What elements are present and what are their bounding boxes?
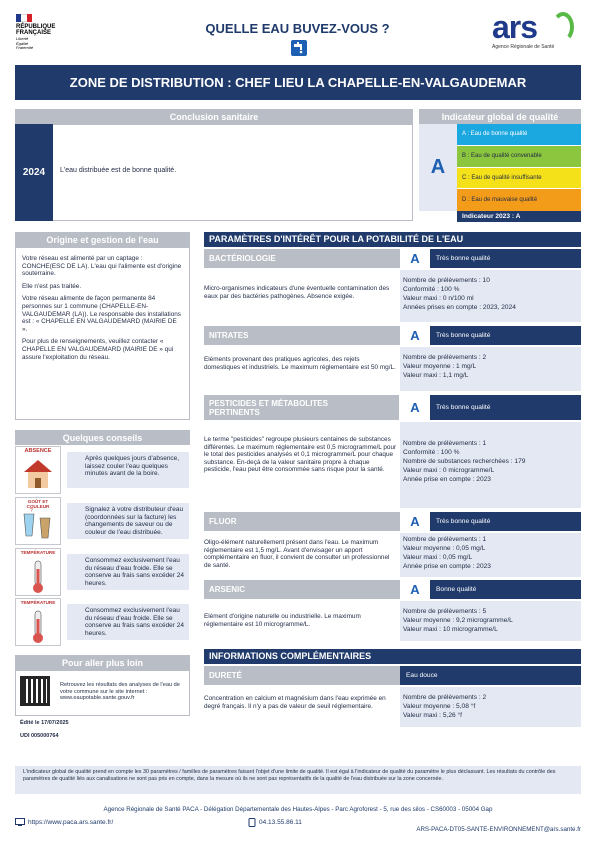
page-title: QUELLE EAU BUVEZ-VOUS ? bbox=[205, 21, 390, 36]
edited-date: Édité le 17/07/2025 bbox=[20, 720, 69, 726]
tip-absence-label: ABSENCE bbox=[24, 448, 52, 454]
indicator-scale bbox=[457, 124, 581, 211]
footnote: L'indicateur global de qualité prend en compte les 30 paramètres / familles de paramètres faisant l'objet d'une limite de qualité. Il est égal à l'indicateur de qualité du paramètre le plus déclassant. Les résultats du contrôle des paramètres de qualité liés aux canalisations ne sont pas pris en compte, dans la mesure où ils ne sont pas représentatifs de la qualité de l'eau distribuée sur la zone concernée. bbox=[15, 766, 581, 794]
param-pesticides-stat: Conformité : 100 % bbox=[403, 449, 460, 456]
param-nitrates-desc: Eléments provenant des pratiques agricoles, des rejets domestiques et industriels. Le maximum réglementaire est 50 mg/L. bbox=[204, 356, 396, 371]
indicator-footer: Indicateur 2023 : A bbox=[457, 211, 581, 222]
param-bacteriologie-stat: Années prises en compte : 2023, 2024 bbox=[403, 304, 516, 311]
scale-a: A : Eau de bonne qualité bbox=[457, 124, 581, 146]
param-fluor-stat: Année prise en compte : 2023 bbox=[403, 563, 491, 570]
info-durete-stat: Valeur moyenne : 5,08 °f bbox=[403, 703, 476, 710]
info-header: INFORMATIONS COMPLÉMENTAIRES bbox=[204, 649, 581, 664]
info-durete-stats bbox=[400, 687, 581, 727]
zone-title: ZONE DE DISTRIBUTION : CHEF LIEU LA CHAPELLE-EN-VALGAUDEMAR bbox=[69, 75, 527, 90]
gov-motto1: Liberté bbox=[16, 36, 29, 41]
param-pesticides-grade: A bbox=[400, 395, 430, 420]
tip-absence-picture bbox=[15, 446, 61, 494]
indicator-grade: A bbox=[430, 156, 446, 178]
param-fluor-stats bbox=[400, 533, 581, 577]
gov-motto3: Fraternité bbox=[16, 45, 34, 50]
param-fluor-grade-label: Très bonne qualité bbox=[430, 512, 581, 531]
footer-phone bbox=[248, 818, 302, 827]
footer-website-link[interactable] bbox=[15, 818, 113, 826]
gov-line2: FRANÇAISE bbox=[16, 30, 52, 36]
website-icon bbox=[15, 818, 25, 826]
house-icon bbox=[16, 455, 60, 493]
origin-p4: Pour plus de renseignements, veuillez contacter « CHAPELLE EN VALGAUDEMARD (MAIRIE DE » qui assure l'exploitation du réseau. bbox=[22, 338, 174, 361]
tips-header: Quelques conseils bbox=[15, 430, 190, 445]
param-bacteriologie-stats bbox=[400, 270, 581, 322]
info-durete-stat: Valeur maxi : 5,26 °f bbox=[403, 712, 462, 719]
thermometer-icon bbox=[16, 607, 60, 645]
param-arsenic-stats bbox=[400, 601, 581, 641]
origin-p2: Elle n'est pas traitée. bbox=[22, 282, 82, 290]
tip-temperature-1-picture bbox=[15, 548, 61, 596]
param-pesticides-name bbox=[204, 395, 399, 420]
param-fluor-name: FLUOR bbox=[204, 512, 581, 531]
footer-email[interactable]: ARS-PACA-DT05-SANTE-ENVIRONNEMENT@ars.sante.fr bbox=[416, 826, 581, 833]
info-durete-desc: Concentration en calcium et magnésium dans l'eau exprimée en degré français. Il n'y a pas de valeur de seuil réglementaire. bbox=[204, 695, 386, 710]
param-bacteriologie-grade-label: Très bonne qualité bbox=[430, 249, 581, 268]
marianne-flag-icon bbox=[16, 14, 32, 22]
param-nitrates-name: NITRATES bbox=[204, 326, 581, 345]
origin-p3: Votre réseau alimente de façon permanente 84 personnes sur 1 commune (CHAPELLE-EN-VALGAUDEMAR (LA)). Le responsable des installations est : « CHAPELLE EN VALGAUDEMARD (MAIRIE DE ». bbox=[22, 295, 182, 333]
footer-agency: Agence Régionale de Santé PACA - Délégation Départementale des Hautes-Alpes - Parc Agroforest - 5, rue des silos - CS60003 - 05004 Gap bbox=[103, 806, 493, 813]
indicator-header: Indicateur global de qualité bbox=[419, 109, 581, 124]
param-fluor-stat: Valeur maxi : 0,05 mg/L bbox=[403, 554, 473, 561]
tip-absence bbox=[15, 446, 190, 494]
param-fluor-stat: Valeur moyenne : 0,05 mg/L bbox=[403, 545, 486, 552]
info-durete-grade-label: Eau douce bbox=[400, 666, 581, 685]
param-nitrates-grade: A bbox=[400, 326, 430, 345]
param-pesticides-stat: Valeur maxi : 0 microgramme/L bbox=[403, 467, 495, 474]
glasses-icon bbox=[16, 506, 60, 544]
footer-phone-number: 04.13.55.86.11 bbox=[259, 819, 302, 826]
param-nitrates-stat: Valeur maxi : 1,1 mg/L bbox=[403, 372, 469, 379]
param-nitrates-stat: Valeur moyenne : 1 mg/L bbox=[403, 363, 477, 370]
param-arsenic-stat: Valeur maxi : 10 microgramme/L bbox=[403, 626, 498, 633]
origin-header: Origine et gestion de l'eau bbox=[15, 232, 190, 247]
footer-email-link[interactable] bbox=[375, 818, 581, 836]
conclusion-year: 2024 bbox=[15, 124, 53, 221]
params-header: PARAMÈTRES D'INTÉRÊT POUR LA POTABILITÉ DE L'EAU bbox=[204, 232, 581, 247]
government-logo bbox=[16, 14, 76, 54]
param-bacteriologie-grade: A bbox=[400, 249, 430, 268]
tip-temperature-2-picture bbox=[15, 598, 61, 646]
param-arsenic-desc: Elément d'origine naturelle ou industrielle. Le maximum réglementaire est 10 microgramme/L. bbox=[204, 613, 361, 628]
origin-p1: Votre réseau est alimenté par un captage : CONCHE(ESC DE LA). L'eau qui l'alimente est d'origine souterraine. bbox=[22, 255, 182, 278]
tip-taste bbox=[15, 497, 190, 545]
param-fluor-desc: Oligo-élément naturellement présent dans l'eau. Le maximum réglementaire est 1,5 mg/L. Avant d'envisager un apport complémentaire en fluor, il convient de consulter un professionnel de santé. bbox=[204, 539, 390, 569]
scale-b: B : Eau de qualité convenable bbox=[457, 146, 581, 168]
conclusion-header: Conclusion sanitaire bbox=[15, 109, 413, 124]
param-nitrates-stats bbox=[400, 347, 581, 391]
tip-temperature-1-text: Consommez exclusivement l'eau du réseau d'eau froide. Elle se conserve au frais sans excéder 24 heures. bbox=[67, 554, 189, 590]
ars-logo bbox=[492, 9, 582, 54]
param-nitrates-grade-label: Très bonne qualité bbox=[430, 326, 581, 345]
conclusion-text: L'eau distribuée est de bonne qualité. bbox=[60, 167, 177, 174]
gov-motto2: Égalité bbox=[16, 40, 29, 46]
info-durete-name: DURETÉ bbox=[204, 666, 400, 685]
param-arsenic-stat: Valeur moyenne : 9,2 microgramme/L bbox=[403, 617, 513, 624]
zone-title-bar bbox=[15, 65, 581, 100]
udi-code: UDI 005000764 bbox=[20, 733, 59, 739]
footer-website[interactable]: https://www.paca.ars.sante.fr/ bbox=[28, 818, 114, 826]
qr-code-icon[interactable] bbox=[20, 676, 50, 706]
thermometer-icon bbox=[16, 557, 60, 595]
tap-water-icon bbox=[291, 40, 307, 56]
param-arsenic-grade-label: Bonne qualité bbox=[430, 580, 581, 599]
param-bacteriologie-desc: Micro-organismes indicateurs d'une éventuelle contamination des eaux par des bactéries pathogènes. Absence exigée. bbox=[204, 285, 390, 300]
param-bacteriologie-name: BACTÉRIOLOGIE bbox=[204, 249, 581, 268]
param-bacteriologie-stat: Valeur maxi : 0 n/100 ml bbox=[403, 295, 474, 302]
param-bacteriologie-stat: Nombre de prélèvements : 10 bbox=[403, 277, 490, 284]
ars-logo-swirl bbox=[552, 12, 574, 42]
param-arsenic-grade: A bbox=[400, 580, 430, 599]
further-header: Pour aller plus loin bbox=[15, 655, 190, 670]
further-text: Retrouvez les résultats des analyses de l'eau de votre commune sur le site internet : www.eaupotable.sante.gouv.fr bbox=[60, 682, 180, 702]
param-bacteriologie-stat: Conformité : 100 % bbox=[403, 286, 460, 293]
ars-subtitle: Agence Régionale de Santé bbox=[492, 44, 555, 50]
param-fluor-grade: A bbox=[400, 512, 430, 531]
tip-temperature-2 bbox=[15, 598, 190, 646]
param-pesticides-label: PESTICIDES ET MÉTABOLITES PERTINENTS bbox=[209, 398, 328, 417]
tip-absence-text: Après quelques jours d'absence, laissez couler l'eau quelques minutes avant de la boire. bbox=[67, 452, 189, 488]
tip-temperature-2-label: TEMPÉRATURE bbox=[20, 600, 56, 605]
origin-panel bbox=[15, 247, 190, 420]
scale-c: C : Eau de qualité insuffisante bbox=[457, 168, 581, 190]
svg-text:?: ? bbox=[30, 508, 33, 514]
gov-line1: RÉPUBLIQUE bbox=[16, 24, 56, 30]
indicator-grade-box bbox=[419, 124, 457, 211]
param-arsenic-stat: Nombre de prélèvements : 5 bbox=[403, 608, 487, 615]
tip-temperature-2-text: Consommez exclusivement l'eau du réseau d'eau froide. Elle se conserve au frais sans excéder 24 heures. bbox=[67, 604, 189, 640]
info-durete-stat: Nombre de prélèvements : 2 bbox=[403, 694, 487, 701]
tip-taste-label: GOÛT ET COULEUR bbox=[26, 499, 50, 509]
param-arsenic-name: ARSENIC bbox=[204, 580, 581, 599]
param-pesticides-stat: Nombre de prélèvements : 1 bbox=[403, 440, 487, 447]
param-nitrates-stat: Nombre de prélèvements : 2 bbox=[403, 354, 487, 361]
param-pesticides-stat: Année prise en compte : 2023 bbox=[403, 476, 491, 483]
phone-icon bbox=[248, 818, 256, 827]
tip-temperature-1 bbox=[15, 548, 190, 596]
tip-temperature-1-label: TEMPÉRATURE bbox=[20, 550, 56, 555]
param-pesticides-stat: Nombre de substances recherchées : 179 bbox=[403, 458, 526, 465]
param-fluor-stat: Nombre de prélèvements : 1 bbox=[403, 536, 487, 543]
tip-taste-text: Signalez à votre distributeur d'eau (coordonnées sur la facture) les changements de saveur ou de couleur de l'eau distribuée. bbox=[67, 503, 189, 539]
param-pesticides-desc: Le terme "pesticides" regroupe plusieurs centaines de substances différentes. Le maximum réglementaire est 0,5 microgramme/L pour le total des pesticides analysés et 0,1 microgramme/L pour chaque substance. En-deçà de la valeur sanitaire propre à chaque pesticide, l'eau peut être consommée sans risque pour la santé. bbox=[204, 436, 397, 473]
scale-d: D : Eau de mauvaise qualité bbox=[457, 189, 581, 211]
param-pesticides-grade-label: Très bonne qualité bbox=[430, 395, 581, 420]
ars-logo-text: ars bbox=[492, 9, 538, 45]
tip-taste-picture bbox=[15, 497, 61, 545]
param-pesticides-stats bbox=[400, 422, 581, 508]
